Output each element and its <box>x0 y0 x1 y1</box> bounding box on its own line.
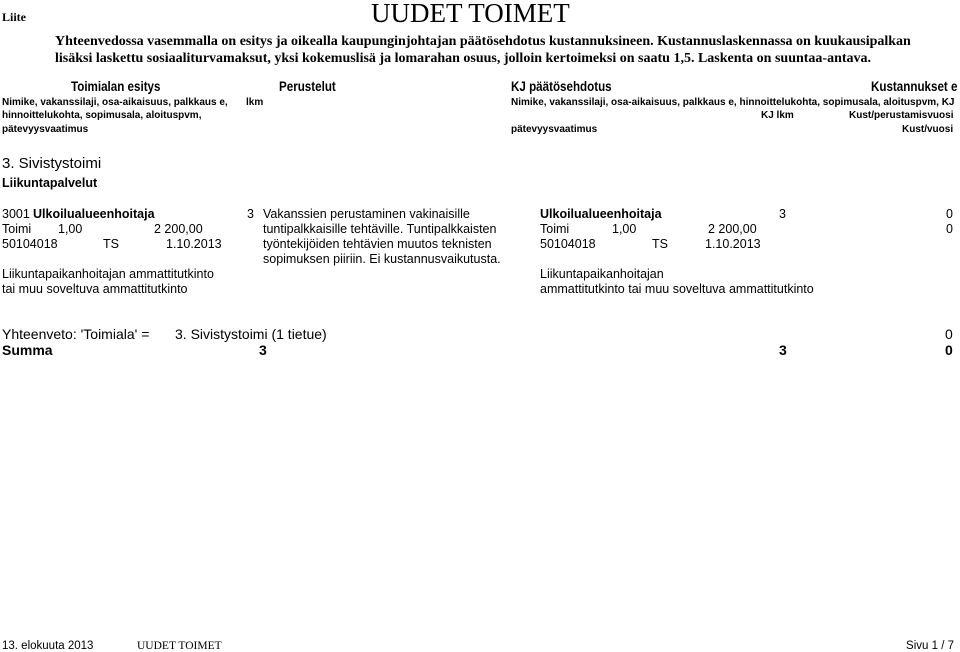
left-subheader-2: hinnoittelukohta, sopimusala, aloituspvm, <box>2 110 202 121</box>
summary-label: Yhteenveto: 'Toimiala' = <box>2 326 150 342</box>
entry-left-hinnoittelukohta: 50104018 <box>2 237 58 251</box>
entry-left-osa-aikaisuus: 1,00 <box>58 222 83 236</box>
left-subheader-3: pätevyysvaatimus <box>2 124 89 135</box>
column-header-kustannukset: Kustannukset e <box>871 79 958 94</box>
entry-right-kust-vuosi: 0 <box>946 222 953 236</box>
entry-left-vakanssilaji: Toimi <box>2 222 32 236</box>
perustelut-line-4: sopimuksen piiriin. Ei kustannusvaikutusta. <box>263 252 501 266</box>
section-title: 3. Sivistystoimi <box>2 155 102 172</box>
entry-number: 3001 <box>2 207 30 221</box>
footer-date: 13. elokuuta 2013 <box>2 640 94 652</box>
footer-title: UUDET TOIMET <box>137 640 222 652</box>
entry-right-vakanssilaji: Toimi <box>540 222 570 236</box>
column-header-toimialan-esitys: Toimialan esitys <box>71 79 161 94</box>
summa-left-total: 3 <box>259 342 267 358</box>
right-subheader-kust-vuosi: Kust/vuosi <box>902 124 954 135</box>
entry-left-requirement-1: Liikuntapaikanhoitajan ammattitutkinto <box>2 267 214 281</box>
entry-right-requirement-1: Liikuntapaikanhoitajan <box>540 267 664 281</box>
entry-right-title: Ulkoilualueenhoitaja <box>540 207 662 221</box>
left-subheader-lkm: lkm <box>246 97 264 108</box>
left-subheader-1: Nimike, vakanssilaji, osa-aikaisuus, palkkaus e, <box>2 97 228 108</box>
perustelut-line-1: Vakanssien perustaminen vakinaisille <box>263 207 470 221</box>
entry-right-hinnoittelukohta: 50104018 <box>540 237 596 251</box>
entry-left-lkm: 3 <box>247 207 254 221</box>
right-subheader-kj-lkm: KJ lkm <box>761 110 794 121</box>
entry-right-kj-lkm: 3 <box>779 207 786 221</box>
summary-kust: 0 <box>945 326 953 342</box>
entry-left-title: Ulkoilualueenhoitaja <box>33 207 155 221</box>
column-header-perustelut: Perustelut <box>279 79 336 94</box>
attachment-label: Liite <box>2 10 26 24</box>
right-subheader-1: Nimike, vakanssilaji, osa-aikaisuus, palkkaus e, hinnoittelukohta, sopimusala, aloituspvm, KJ <box>511 97 955 108</box>
entry-right-kust-perustamisvuosi: 0 <box>946 207 953 221</box>
right-subheader-3: pätevyysvaatimus <box>511 124 598 135</box>
summa-kust-total: 0 <box>945 342 953 358</box>
summary-value: 3. Sivistystoimi (1 tietue) <box>175 326 327 342</box>
entry-left-palkkaus: 2 200,00 <box>154 222 203 236</box>
perustelut-line-2: tuntipalkkaisille tehtäville. Tuntipalkkaisten <box>263 222 497 236</box>
entry-left-sopimusala: TS <box>103 237 119 251</box>
entry-left-requirement-2: tai muu soveltuva ammattitutkinto <box>2 282 188 296</box>
section-subtitle: Liikuntapalvelut <box>2 176 98 190</box>
summa-label: Summa <box>2 342 53 358</box>
perustelut-line-3: työntekijöiden tehtävien muutos teknisten <box>263 237 492 251</box>
entry-right-requirement-2: ammattitutkinto tai muu soveltuva ammattitutkinto <box>540 282 814 296</box>
footer-page-number: Sivu 1 / 7 <box>906 640 954 652</box>
column-header-kj-paatosehdotus: KJ päätösehdotus <box>511 79 612 94</box>
intro-line-1: Yhteenvedossa vasemmalla on esitys ja oikealla kaupunginjohtajan päätösehdotus kustannuksineen. Kustannuslaskennassa on kuukausipalkan <box>55 34 911 49</box>
entry-left-aloituspvm: 1.10.2013 <box>166 237 222 251</box>
entry-right-osa-aikaisuus: 1,00 <box>612 222 637 236</box>
right-subheader-kust-perustamisvuosi: Kust/perustamisvuosi <box>849 110 954 121</box>
entry-right-aloituspvm: 1.10.2013 <box>705 237 761 251</box>
intro-line-2: lisäksi laskettu sosiaaliturvamaksut, yksi kokemuslisä ja lomarahan osuus, jolloin kertoimeksi on saatu 1,5. Laskenta on suuntaa-antava. <box>55 51 872 66</box>
entry-right-palkkaus: 2 200,00 <box>708 222 757 236</box>
summa-right-total: 3 <box>779 342 787 358</box>
page-title: UUDET TOIMET <box>371 0 570 28</box>
entry-right-sopimusala: TS <box>652 237 668 251</box>
